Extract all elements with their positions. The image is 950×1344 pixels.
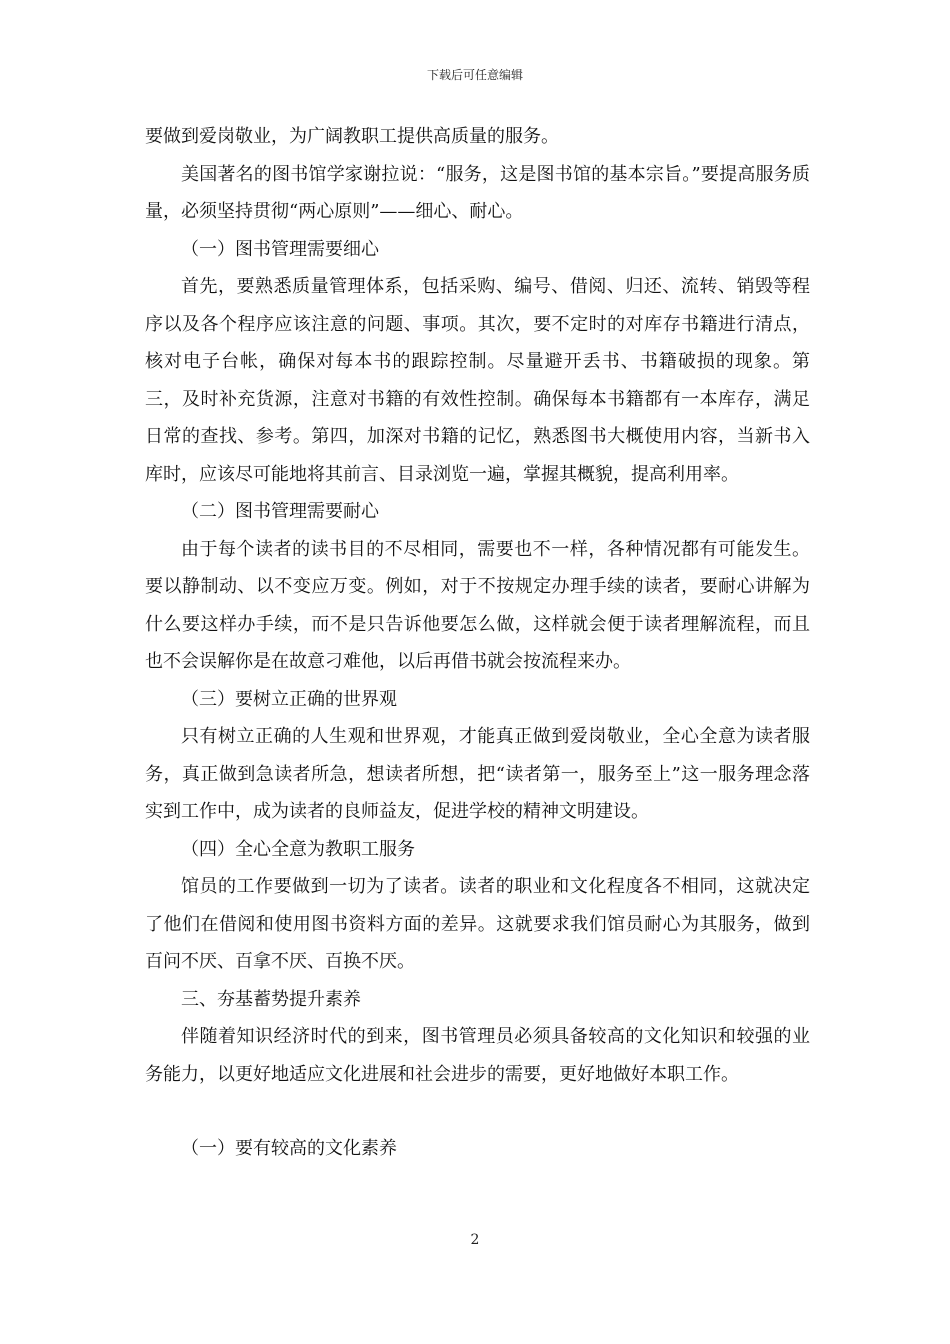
document-body [145,118,810,1168]
body-paragraph: 馆员的工作要做到一切为了读者。读者的职业和文化程度各不相同，这就决定了他们在借阅和使用图书资料方面的差异。这就要求我们馆员耐心为其服务，做到百问不厌、百拿不厌、百换不厌。 [145,876,810,972]
section-heading: （三）要树立正确的世界观 [181,688,397,710]
paragraph-spacer [145,1093,810,1130]
body-paragraph: 首先，要熟悉质量管理体系，包括采购、编号、借阅、归还、流转、销毁等程序以及各个程序应该注意的问题、事项。其次，要不定时的对库存书籍进行清点，核对电子台帐，确保对每本书的跟踪控制。尽量避开丢书、书籍破损的现象。第三，及时补充货源，注意对书籍的有效性控制。确保每本书籍都有一本库存，满足日常的查找、参考。第四，加深对书籍的记忆，熟悉图书大概使用内容，当新书入库时，应该尽可能地将其前言、目录浏览一遍，掌握其概貌，提高利用率。 [145,276,810,485]
section-heading: （一）要有较高的文化素养 [181,1138,397,1159]
body-paragraph: 美国著名的图书馆学家谢拉说：“服务，这是图书馆的基本宗旨。”要提高服务质量，必须坚持贯彻“两心原则”——细心、耐心。 [145,163,810,222]
chapter-heading: 三、夯基蓄势提升素养 [181,988,361,1010]
body-paragraph: 伴随着知识经济时代的到来，图书管理员必须具备较高的文化知识和较强的业务能力，以更好地适应文化进展和社会进步的需要，更好地做好本职工作。 [145,1026,810,1085]
body-paragraph: 只有树立正确的人生观和世界观，才能真正做到爱岗敬业，全心全意为读者服务，真正做到急读者所急，想读者所想，把“读者第一，服务至上”这一服务理念落实到工作中，成为读者的良师益友，促进学校的精神文明建设。 [145,726,810,822]
section-heading: （一）图书管理需要细心 [181,238,379,260]
page-header-note: 下载后可任意编辑 [426,68,523,82]
section-heading: （二）图书管理需要耐心 [181,501,379,522]
section-heading: （四）全心全意为教职工服务 [181,838,415,860]
body-paragraph: 由于每个读者的读书目的不尽相同，需要也不一样，各种情况都有可能发生。要以静制动、以不变应万变。例如，对于不按规定办理手续的读者，要耐心讲解为什么要这样办手续，而不是只告诉他要怎么做，这样就会便于读者理解流程，而且也不会误解你是在故意刁难他，以后再借书就会按流程来办。 [145,538,810,672]
body-paragraph: 要做到爱岗敬业，为广阔教职工提供高质量的服务。 [145,126,559,147]
page-number: 2 [470,1232,480,1248]
